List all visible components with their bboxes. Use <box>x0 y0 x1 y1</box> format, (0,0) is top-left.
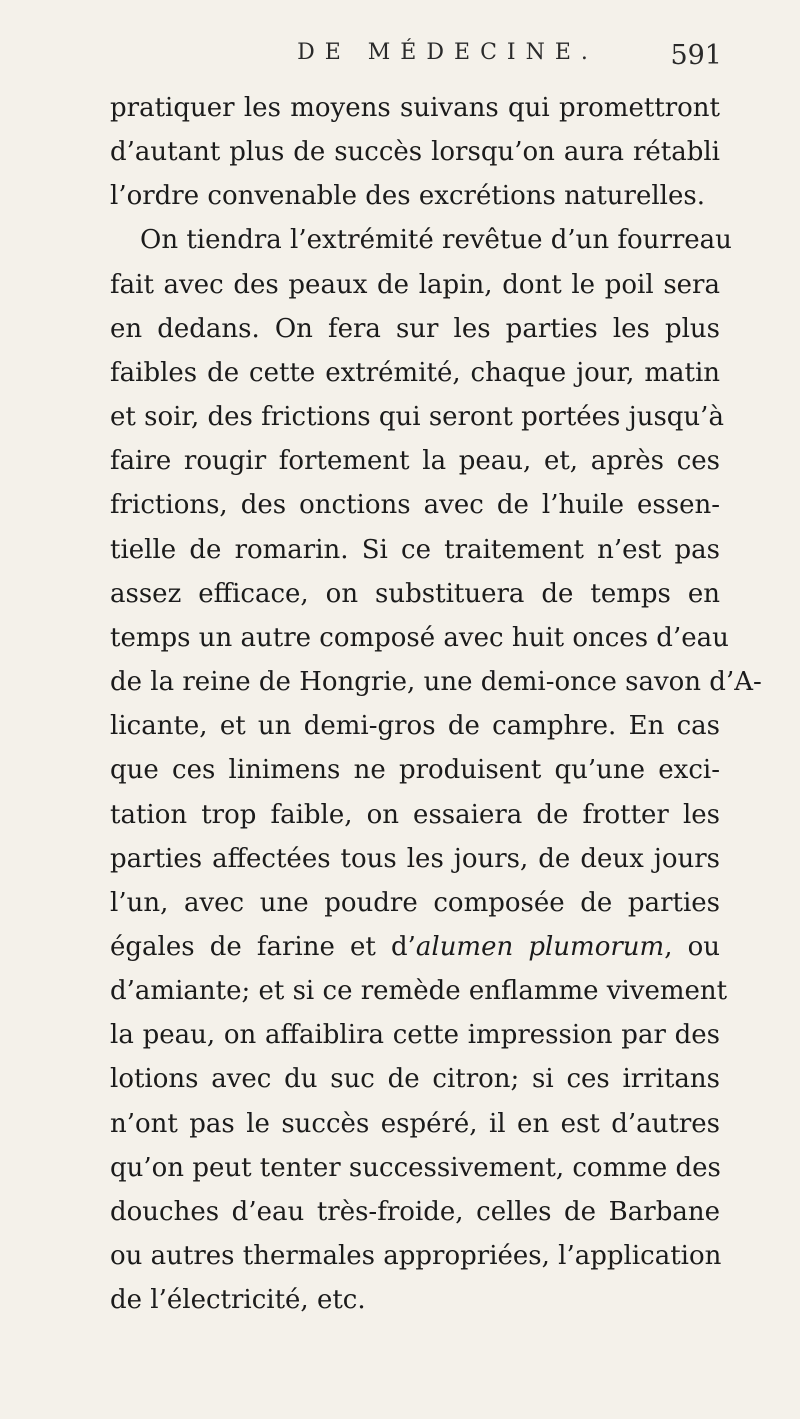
text-line: qu’on peut tenter successivement, comme des <box>110 1152 721 1183</box>
text-line: fait avec des peaux de lapin, dont le poil sera <box>110 269 720 300</box>
text-line: licante, et un demi-gros de camphre. En cas <box>110 711 720 742</box>
text-line: que ces linimens ne produisent qu’une exci- <box>110 755 720 786</box>
text-line: tielle de romarin. Si ce traitement n’est pas <box>110 534 720 565</box>
text-line: lotions avec du suc de citron; si ces irritans <box>110 1064 720 1095</box>
text-line: temps un autre composé avec huit onces d’eau <box>110 622 729 653</box>
text-line: assez efficace, on substituera de temps en <box>110 578 720 609</box>
text-line: en dedans. On fera sur les parties les plus <box>110 313 720 344</box>
text-line: faibles de cette extrémité, chaque jour, matin <box>110 357 720 388</box>
body-text <box>110 86 762 1322</box>
text-line: pratiquer les moyens suivans qui promettront <box>110 93 720 123</box>
text-line: n’ont pas le succès espéré, il en est d’autres <box>110 1108 720 1139</box>
running-header <box>110 40 730 78</box>
text-line: On tiendra l’extrémité revêtue d’un fourreau <box>140 225 732 256</box>
text-line <box>110 925 720 969</box>
text-line: de la reine de Hongrie, une demi-once savon d’A- <box>110 667 762 698</box>
text-line: l’ordre convenable des excrétions naturelles. <box>110 181 705 212</box>
text-line: tation trop faible, on essaiera de frotter les <box>110 799 720 830</box>
running-title: DE MÉDECINE. <box>297 40 598 65</box>
text-line: faire rougir fortement la peau, et, après ces <box>110 446 720 477</box>
text-line: l’un, avec une poudre composée de parties <box>110 887 720 918</box>
text-line: parties affectées tous les jours, de deux jours <box>110 843 720 874</box>
text-line: frictions, des onctions avec de l’huile essen- <box>110 490 720 521</box>
text-segment: égales de farine et d’ <box>110 931 416 962</box>
text-line: d’autant plus de succès lorsqu’on aura rétabli <box>110 137 720 168</box>
text-line: douches d’eau très-froide, celles de Barbane <box>110 1196 720 1227</box>
text-line: d’amiante; et si ce remède enflamme vivement <box>110 976 728 1007</box>
text-line: de l’électricité, etc. <box>110 1285 366 1316</box>
page-number: 591 <box>670 40 722 71</box>
text-line: et soir, des frictions qui seront portées jusqu’à <box>110 402 724 433</box>
text-segment: , ou <box>664 931 720 962</box>
text-line: ou autres thermales appropriées, l’application <box>110 1241 722 1272</box>
italic-latin-term: alumen plumorum <box>415 931 665 962</box>
text-line: la peau, on affaiblira cette impression par des <box>110 1020 720 1051</box>
